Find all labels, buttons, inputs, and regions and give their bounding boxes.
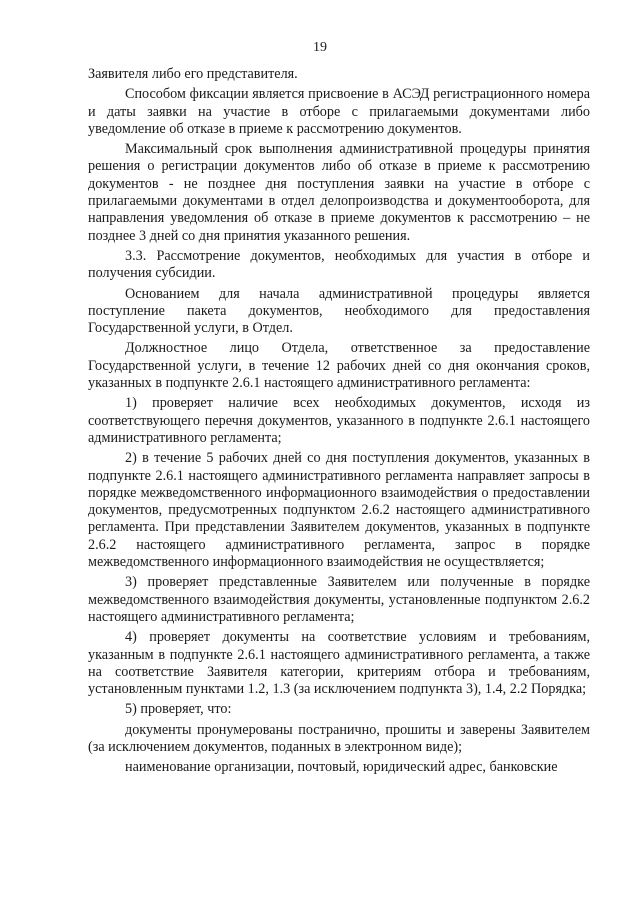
paragraph: Основанием для начала административной процедуры является поступление пакета документов, необходимого для предоставления Государственной услуги, в Отдел. <box>88 285 590 337</box>
section-heading: 3.3. Рассмотрение документов, необходимых для участия в отборе и получения субсидии. <box>88 247 590 282</box>
list-item: 3) проверяет представленные Заявителем или полученные в порядке межведомственного взаимодействия документы, установленные подпунктом 2.6.2 настоящего административного регламента; <box>88 574 590 625</box>
list-item: 1) проверяет наличие всех необходимых документов, исходя из соответствующего перечня документов, указанного в подпункте 2.6.1 настоящего административного регламента; <box>88 395 590 446</box>
list-item: 2) в течение 5 рабочих дней со дня поступления документов, указанных в подпункте 2.6.1 настоящего административного регламента направляет запросы в порядке межведомственного информационного взаимодействия о предоставлении документов, предусмотренных подпунктом 2.6.2 настоящего административного регламента. При представлении Заявителем документов, указанных в подпункте 2.6.2 настоящего административного регламента, запрос в порядке межведомственного информационного взаимодействия не осуществляется; <box>88 450 590 571</box>
list-item: 5) проверяет, что: <box>125 701 232 718</box>
paragraph: Должностное лицо Отдела, ответственное за предоставление Государственной услуги, в течение 12 рабочих дней со дня окончания сроков, указанных в подпункте 2.6.1 настоящего административного регламента: <box>88 340 590 392</box>
document-body <box>88 66 590 780</box>
paragraph: Заявителя либо его представителя. <box>88 66 298 82</box>
paragraph: Способом фиксации является присвоение в АСЭД регистрационного номера и даты заявки на участие в отборе с прилагаемыми документами либо уведомление об отказе в приеме к рассмотрению документов. <box>88 86 590 137</box>
page-number: 19 <box>313 40 327 55</box>
paragraph: Максимальный срок выполнения административной процедуры принятия решения о регистрации документов либо об отказе в приеме к рассмотрению документов - не позднее дня поступления заявки на участие в отборе с прилагаемыми документами в отдел делопроизводства и документооборота, для направления уведомления об отказе в приеме документов к рассмотрению – не позднее 3 дней со дня принятия указанного решения. <box>88 141 590 244</box>
paragraph: документы пронумерованы постранично, прошиты и заверены Заявителем (за исключением документов, поданных в электронном виде); <box>88 721 590 755</box>
list-item: 4) проверяет документы на соответствие условиям и требованиям, указанным в подпункте 2.6.1 настоящего административного регламента, а также на соответствие Заявителя категории, критериям отбора и требованиям, установленным пунктами 1.2, 1.3 (за исключением подпункта 3), 1.4, 2.2 Порядка; <box>88 629 590 698</box>
paragraph: наименование организации, почтовый, юридический адрес, банковские <box>125 759 558 776</box>
